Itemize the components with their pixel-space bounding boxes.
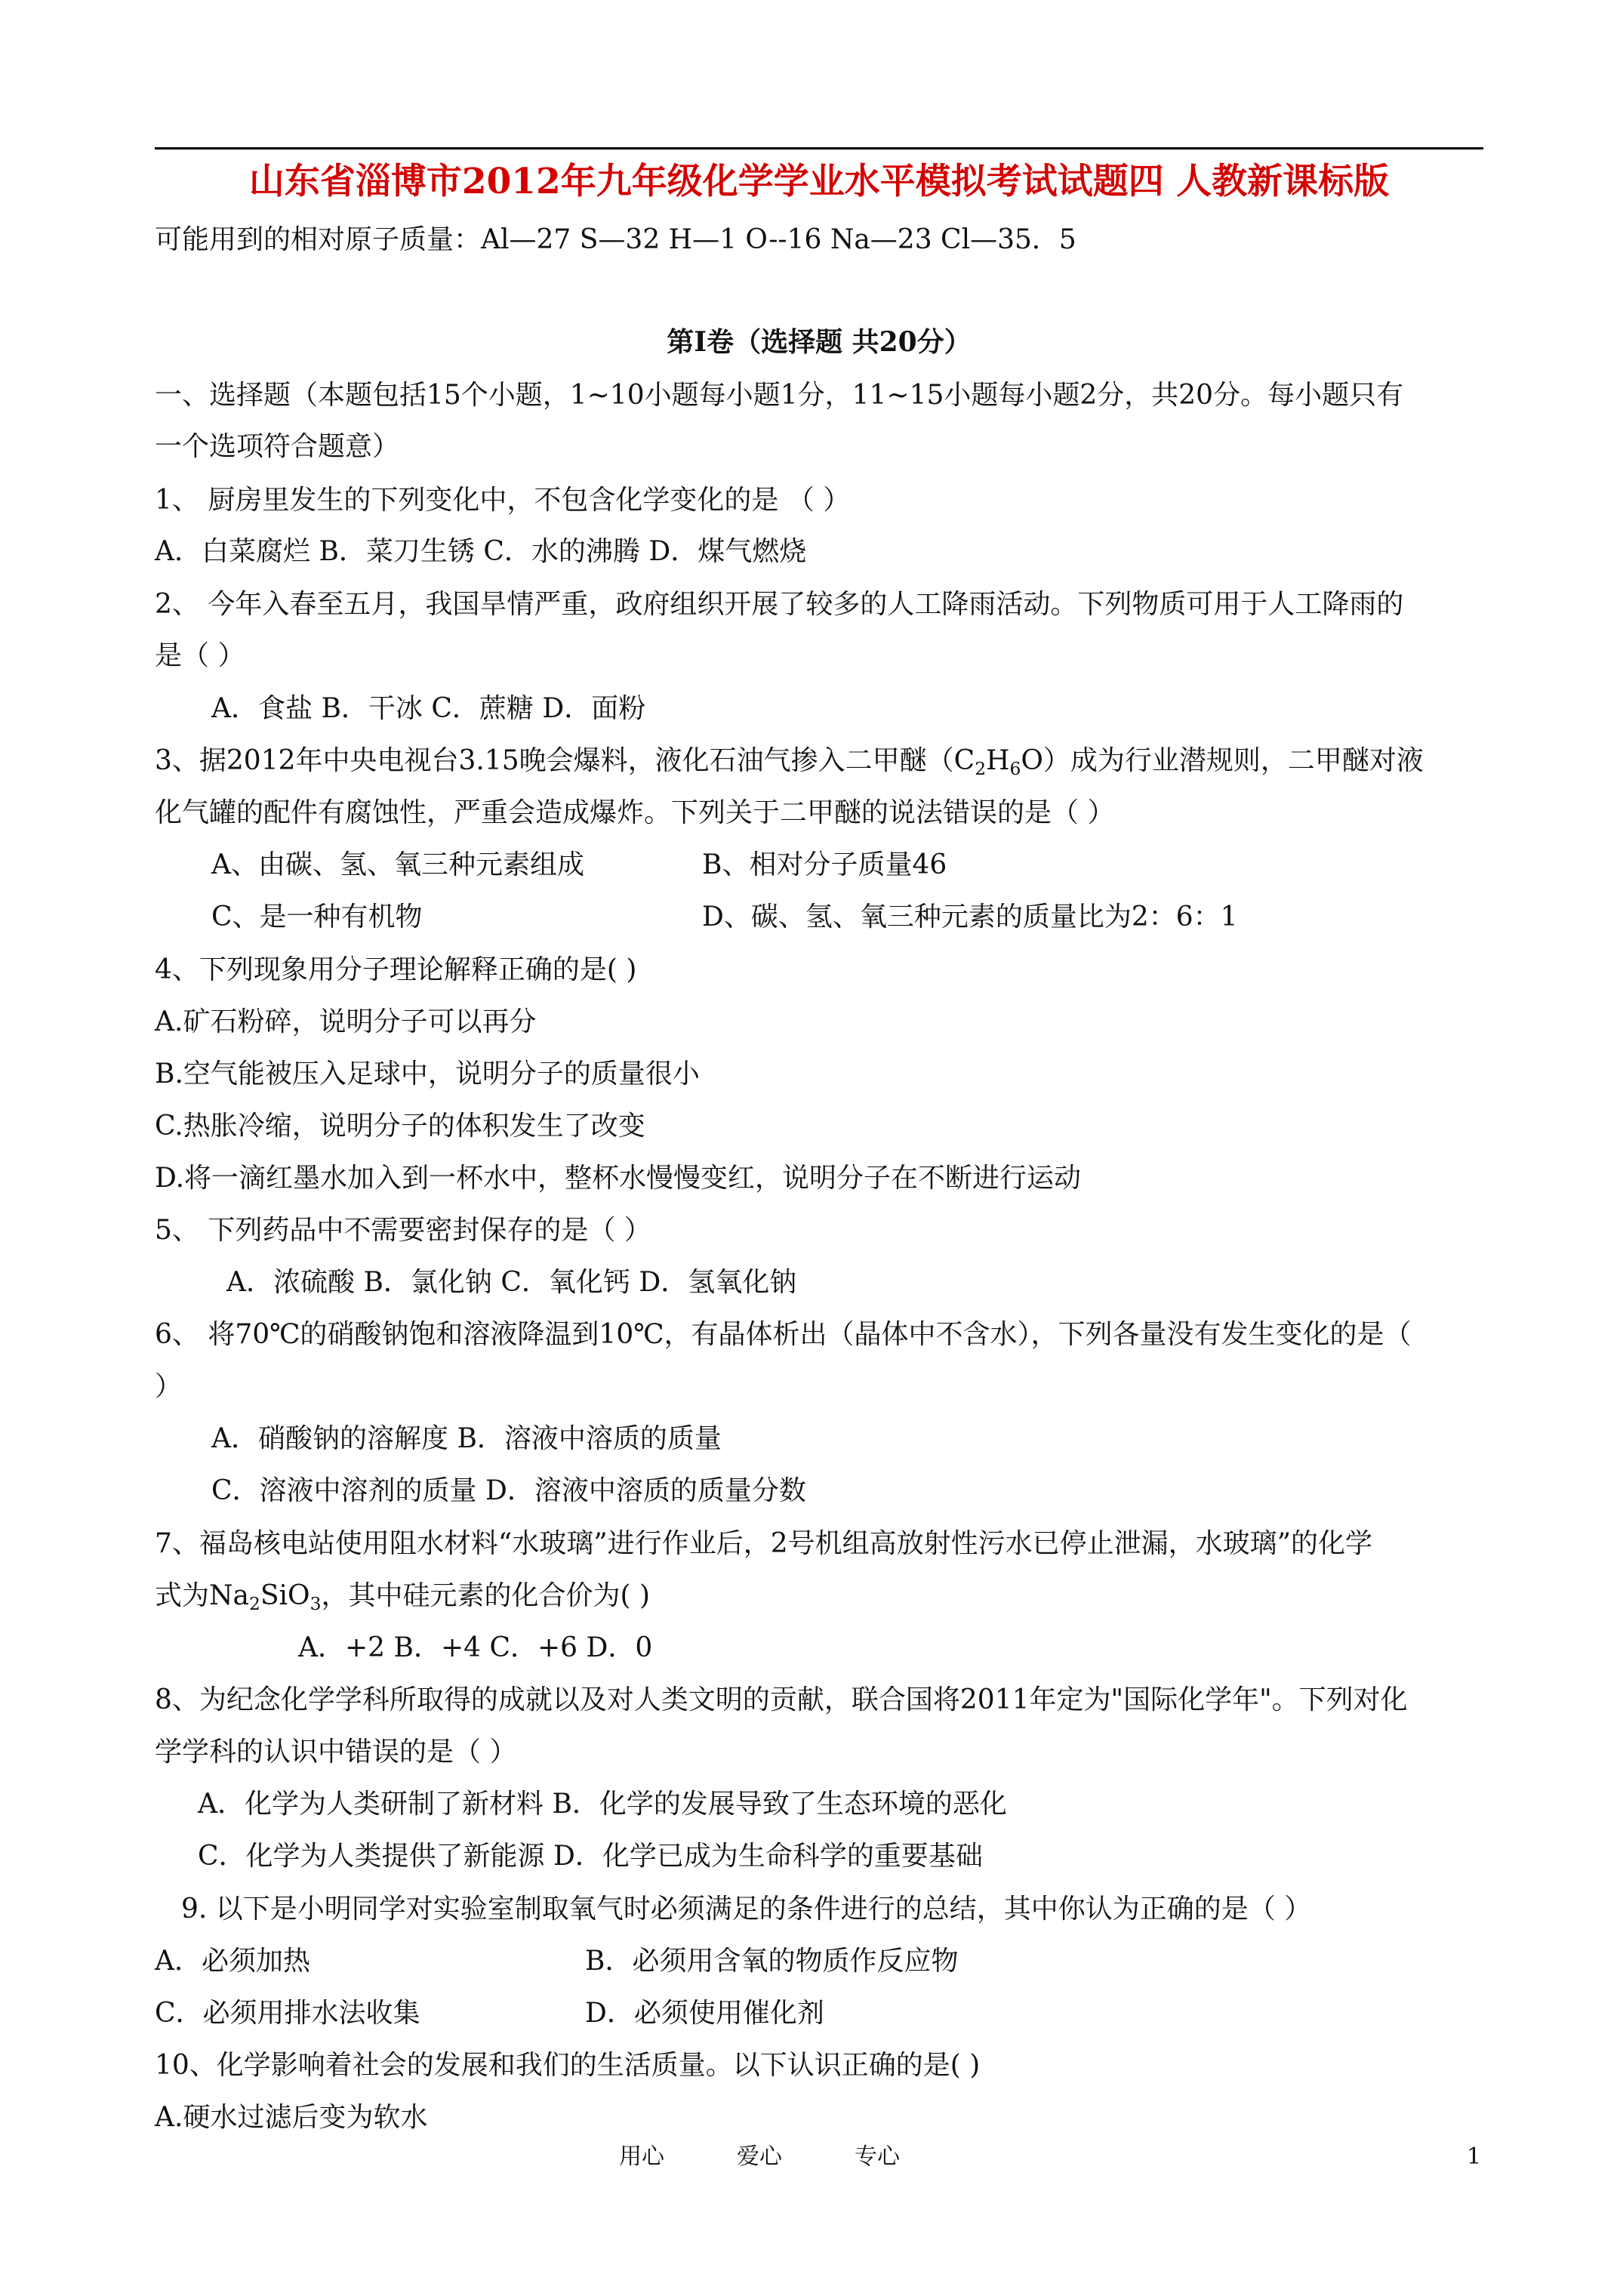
q7-stem-part-c: ，其中硅元素的化合价为( ) — [321, 1580, 650, 1611]
q4-option-d: D.将一滴红墨水加入到一杯水中，整杯水慢慢变红，说明分子在不断进行运动 — [155, 1163, 1082, 1194]
q9-option-b: B．必须用含氧的物质作反应物 — [585, 1946, 959, 1977]
page-title: 山东省淄博市2012年九年级化学学业水平模拟考试试题四 人教新课标版 — [248, 161, 1390, 202]
instructions-line-1: 一、选择题（本题包括15个小题，1~10小题每小题1分，11~15小题每小题2分，共20分。每小题只有 — [155, 380, 1404, 411]
q7-subscript-2: 3 — [310, 1593, 322, 1615]
q7-subscript-1: 2 — [248, 1593, 260, 1615]
q6-options-ab: A．硝酸钠的溶解度 B．溶液中溶质的质量 — [211, 1423, 722, 1454]
q4-option-b: B.空气能被压入足球中，说明分子的质量很小 — [155, 1059, 700, 1089]
q3-stem-line-2: 化气罐的配件有腐蚀性，严重会造成爆炸。下列关于二甲醚的说法错误的是（ ） — [155, 797, 1115, 828]
footer-word-1: 用心 — [619, 2143, 664, 2170]
q7-stem-part-b: SiO — [260, 1580, 310, 1611]
header-rule — [155, 147, 1483, 149]
q9-option-a: A．必须加热 — [155, 1946, 310, 1977]
q6-stem-line-2: ） — [155, 1371, 183, 1402]
footer-word-3: 专心 — [855, 2143, 900, 2170]
q10-stem: 10、化学影响着社会的发展和我们的生活质量。以下认识正确的是( ) — [155, 2050, 981, 2081]
q2-options: A．食盐 B．干冰 C．蔗糖 D．面粉 — [211, 693, 646, 724]
q9-stem: 9. 以下是小明同学对实验室制取氧气时必须满足的条件进行的总结，其中你认为正确的是（ ） — [181, 1894, 1312, 1925]
q3-stem-part-c: O）成为行业潜规则，二甲醚对液 — [1021, 745, 1424, 776]
q1-stem: 1、 厨房里发生的下列变化中，不包含化学变化的是 （ ） — [155, 485, 851, 516]
q8-options-cd: C．化学为人类提供了新能源 D．化学已成为生命科学的重要基础 — [198, 1841, 983, 1872]
q8-stem-line-2: 学学科的认识中错误的是（ ） — [155, 1737, 517, 1767]
q8-stem-line-1: 8、为纪念化学学科所取得的成就以及对人类文明的贡献，联合国将2011年定为"国际化学年"。下列对化 — [155, 1684, 1408, 1715]
q3-subscript-1: 2 — [975, 758, 987, 780]
q7-stem-part-a: 式为Na — [155, 1580, 249, 1611]
q4-option-a: A.矿石粉碎，说明分子可以再分 — [155, 1006, 537, 1037]
q2-stem-line-2: 是（ ） — [155, 640, 245, 671]
footer-motto — [619, 2142, 972, 2172]
q3-option-b: B、相对分子质量46 — [702, 849, 947, 880]
q9-option-c: C．必须用排水法收集 — [155, 1998, 420, 2029]
q3-stem-part-b: H — [986, 745, 1010, 776]
instructions-line-2: 一个选项符合题意） — [155, 431, 400, 462]
q3-subscript-2: 6 — [1009, 758, 1021, 780]
q4-option-c: C.热胀冷缩，说明分子的体积发生了改变 — [155, 1111, 645, 1142]
q3-stem-part-a: 3、据2012年中央电视台3.15晚会爆料，液化石油气掺入二甲醚（C — [155, 745, 975, 776]
q3-option-a: A、由碳、氢、氧三种元素组成 — [211, 849, 584, 880]
q6-options-cd: C．溶液中溶剂的质量 D．溶液中溶质的质量分数 — [211, 1475, 806, 1506]
atomic-masses-line: 可能用到的相对原子质量：Al—27 S—32 H—1 O--16 Na—23 Cl—35．5 — [155, 224, 1076, 255]
q1-options: A．白菜腐烂 B．菜刀生锈 C．水的沸腾 D．煤气燃烧 — [155, 536, 807, 567]
page-number: 1 — [1467, 2143, 1482, 2170]
section-header: 第Ⅰ卷（选择题 共20分） — [667, 326, 972, 358]
q6-stem-line-1: 6、 将70℃的硝酸钠饱和溶液降温到10℃，有晶体析出（晶体中不含水），下列各量没有发生变化的是（ — [155, 1319, 1412, 1350]
q5-stem: 5、 下列药品中不需要密封保存的是（ ） — [155, 1215, 651, 1246]
q4-stem: 4、下列现象用分子理论解释正确的是( ) — [155, 954, 637, 985]
q3-option-c: C、是一种有机物 — [211, 901, 423, 932]
q5-options: A．浓硫酸 B．氯化钠 C．氧化钙 D．氢氧化钠 — [226, 1267, 797, 1298]
q9-option-d: D．必须使用催化剂 — [585, 1998, 824, 2029]
q7-stem-line-1: 7、福岛核电站使用阻水材料“水玻璃”进行作业后，2号机组高放射性污水已停止泄漏，水玻璃”的化学 — [155, 1528, 1373, 1559]
footer-word-2: 爱心 — [737, 2143, 782, 2170]
q10-option-a: A.硬水过滤后变为软水 — [155, 2102, 428, 2133]
q2-stem-line-1: 2、 今年入春至五月，我国旱情严重，政府组织开展了较多的人工降雨活动。下列物质可用于人工降雨的 — [155, 589, 1404, 620]
q8-options-ab: A．化学为人类研制了新材料 B．化学的发展导致了生态环境的恶化 — [198, 1789, 1007, 1820]
q3-option-d: D、碳、氢、氧三种元素的质量比为2：6：1 — [702, 901, 1238, 932]
q3-stem-line-1 — [155, 743, 1424, 779]
q7-stem-line-2 — [155, 1578, 650, 1614]
q7-options: A．+2 B．+4 C．+6 D．0 — [298, 1632, 653, 1663]
